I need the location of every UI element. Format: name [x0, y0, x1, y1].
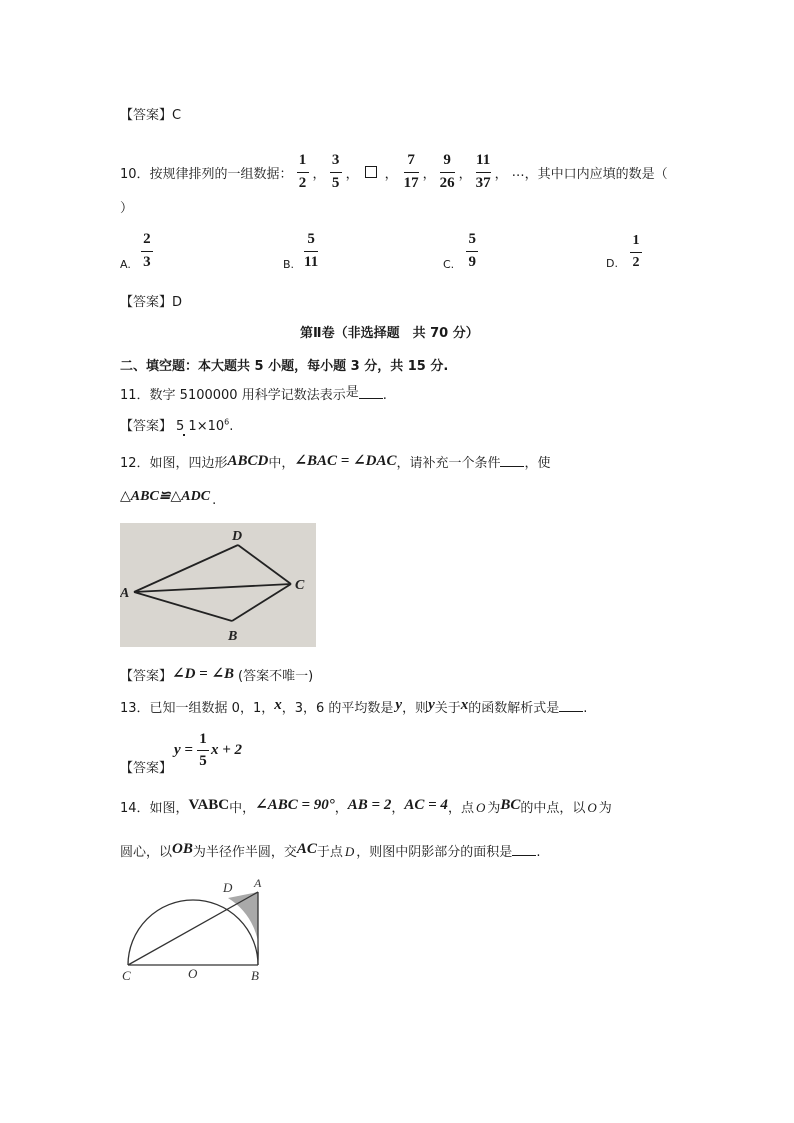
point-o: O: [475, 800, 486, 815]
var-x: x: [274, 697, 282, 713]
answer-exponent: 6: [224, 417, 230, 427]
q14-text: 为: [487, 801, 501, 816]
edge-bc: [232, 584, 291, 621]
q12-question: [120, 452, 551, 472]
q14-text: 14．如图，: [120, 801, 189, 816]
option-fraction: $\frac{2}{3}$: [141, 232, 153, 271]
q13-end: .: [583, 701, 588, 716]
angle-condition: ∠BAC = ∠DAC: [294, 453, 397, 469]
answer-formula: [174, 732, 242, 771]
formula-fraction: $\frac{1}{5}$: [197, 732, 209, 771]
answer-blank: [559, 699, 583, 712]
q12-text: 12．如图，四边形: [120, 456, 228, 471]
option-label: B.: [283, 257, 295, 271]
answer-prefix: 【答案】: [120, 669, 173, 684]
q12-figure: [120, 523, 316, 647]
q10-fraction-2: $\frac{3}{5}$: [330, 153, 342, 192]
q11-text: 11．数字 5100000 用科学记数法表示: [120, 388, 346, 403]
q10-suffix: ，其中口内应填的数是（: [524, 166, 668, 182]
separator: ，: [494, 166, 508, 182]
q10-fraction-3: $\frac{7}{17}$: [403, 151, 419, 191]
edge-ad: [134, 545, 238, 592]
quad-name: ABCD: [227, 453, 269, 469]
q12-text: ，使: [524, 456, 551, 471]
q14-text: 的中点，以: [520, 801, 586, 816]
option-label: D.: [606, 257, 618, 271]
vertex-label-c: C: [295, 578, 305, 593]
point-label-c: C: [122, 968, 131, 983]
point-d: D: [344, 844, 355, 859]
q14-text: ，则图中阴影部分的面积是: [356, 845, 513, 860]
point-o: O: [587, 800, 597, 815]
q10-option-b: [283, 232, 318, 271]
q11-end: .: [382, 388, 387, 403]
length-ac: AC = 4: [404, 797, 448, 813]
var-x: x: [460, 697, 469, 713]
point-label-b: B: [251, 968, 259, 983]
edge-dc: [238, 545, 291, 584]
segment-ca: [128, 892, 258, 965]
q14-text: ，: [334, 801, 348, 816]
answer-prefix: 【答案】: [120, 419, 173, 434]
length-ab: AB = 2: [347, 797, 392, 813]
q13-text: 13．已知一组数据 0，1，: [120, 701, 275, 716]
q10-option-d: [606, 234, 642, 270]
vertex-label-b: B: [228, 629, 238, 644]
option-fraction: $\frac{5}{11}$: [304, 231, 319, 270]
option-fraction: $\frac{1}{2}$: [630, 234, 642, 270]
separator: ，: [345, 166, 359, 182]
q12-text: 中，: [268, 456, 295, 471]
section-title: 第Ⅱ卷（非选择题 共 70 分）: [300, 326, 479, 341]
answer-blank: [359, 386, 383, 399]
option-label: A.: [120, 257, 131, 271]
q11-shi: 是: [345, 385, 359, 400]
q11-question: [120, 384, 387, 403]
var-y: y: [395, 697, 403, 713]
answer-end: .: [229, 419, 234, 434]
option-label: C.: [443, 257, 455, 271]
q10-option-a: [120, 232, 153, 271]
q10-close-paren: ）: [120, 201, 134, 216]
edge-ab: [134, 592, 232, 621]
answer-blank: [500, 454, 524, 467]
formula-rest: x + 2: [210, 742, 243, 759]
q10-fraction-5: $\frac{11}{37}$: [475, 151, 491, 191]
q14-text: 中，: [229, 801, 256, 816]
edge-ac: [134, 584, 291, 592]
q13-text: ，则: [402, 701, 429, 716]
triangle-name: VABC: [188, 797, 230, 813]
separator: ，: [384, 166, 398, 182]
vertex-label-d: D: [232, 529, 243, 544]
empty-box: [365, 166, 377, 178]
q10-option-c: [443, 232, 478, 271]
semicircle-arc: [128, 900, 258, 965]
separator: ，: [312, 166, 326, 182]
segment-ob: OB: [172, 841, 193, 857]
q14-text: ，点: [447, 801, 474, 816]
q13-answer: [120, 730, 242, 778]
q14-text: ，: [391, 801, 405, 816]
point-label-d: D: [223, 880, 233, 895]
answer-blank: [512, 843, 536, 856]
q14-question-line2: [120, 841, 540, 861]
q9-answer: 【答案】C: [120, 108, 182, 123]
q12-end: .: [212, 493, 217, 508]
var-y: y: [428, 697, 435, 713]
q14-text: 为半径作半圆，交: [192, 845, 297, 860]
ellipsis: …: [511, 164, 525, 180]
shaded-region: [228, 892, 259, 965]
q12-answer: [120, 665, 313, 685]
q10-answer: 【答案】D: [120, 295, 183, 310]
q14-end: .: [536, 845, 541, 860]
formula-lhs: y =: [174, 742, 193, 759]
option-fraction: $\frac{5}{9}$: [466, 232, 478, 271]
dot-mark: [183, 434, 185, 436]
q13-text: 关于: [434, 701, 461, 716]
q10-question: [120, 140, 668, 204]
q14-text: 为: [598, 801, 612, 816]
q11-answer: [120, 415, 233, 434]
segment-ac: AC: [296, 841, 317, 857]
answer-math: ∠D = ∠B: [172, 666, 235, 682]
q13-question: [120, 697, 587, 717]
q10-fraction-4: $\frac{9}{26}$: [439, 151, 455, 191]
q14-figure: [118, 872, 278, 988]
congruence-statement: △ABC≌△ADC: [120, 489, 211, 504]
point-label-a: A: [254, 876, 262, 890]
q13-text: ，3，6 的平均数是: [281, 701, 394, 716]
point-label-o: O: [188, 966, 198, 981]
q13-text: 的函数解析式是: [468, 701, 560, 716]
angle-given: ∠ABC = 90°: [255, 797, 335, 813]
q14-question: [120, 797, 612, 817]
q10-fraction-1: $\frac{1}{2}$: [297, 153, 309, 192]
separator: ，: [422, 166, 436, 182]
answer-value: 5 1×10: [176, 419, 225, 434]
q12-text: ，请补充一个条件: [396, 456, 501, 471]
q14-text: 于点: [316, 845, 343, 860]
answer-prefix: 【答案】: [120, 761, 173, 776]
separator: ，: [458, 166, 472, 182]
q12-congruence: [120, 488, 217, 508]
answer-note: (答案不唯一): [238, 669, 314, 684]
q10-prefix: 10．按规律排列的一组数据：: [120, 166, 293, 182]
segment-bc: BC: [500, 797, 521, 813]
q14-text: 圆心，以: [120, 845, 173, 860]
vertex-label-a: A: [120, 586, 130, 601]
section-heading: 二、填空题：本大题共 5 小题，每小题 3 分，共 15 分.: [120, 359, 449, 374]
